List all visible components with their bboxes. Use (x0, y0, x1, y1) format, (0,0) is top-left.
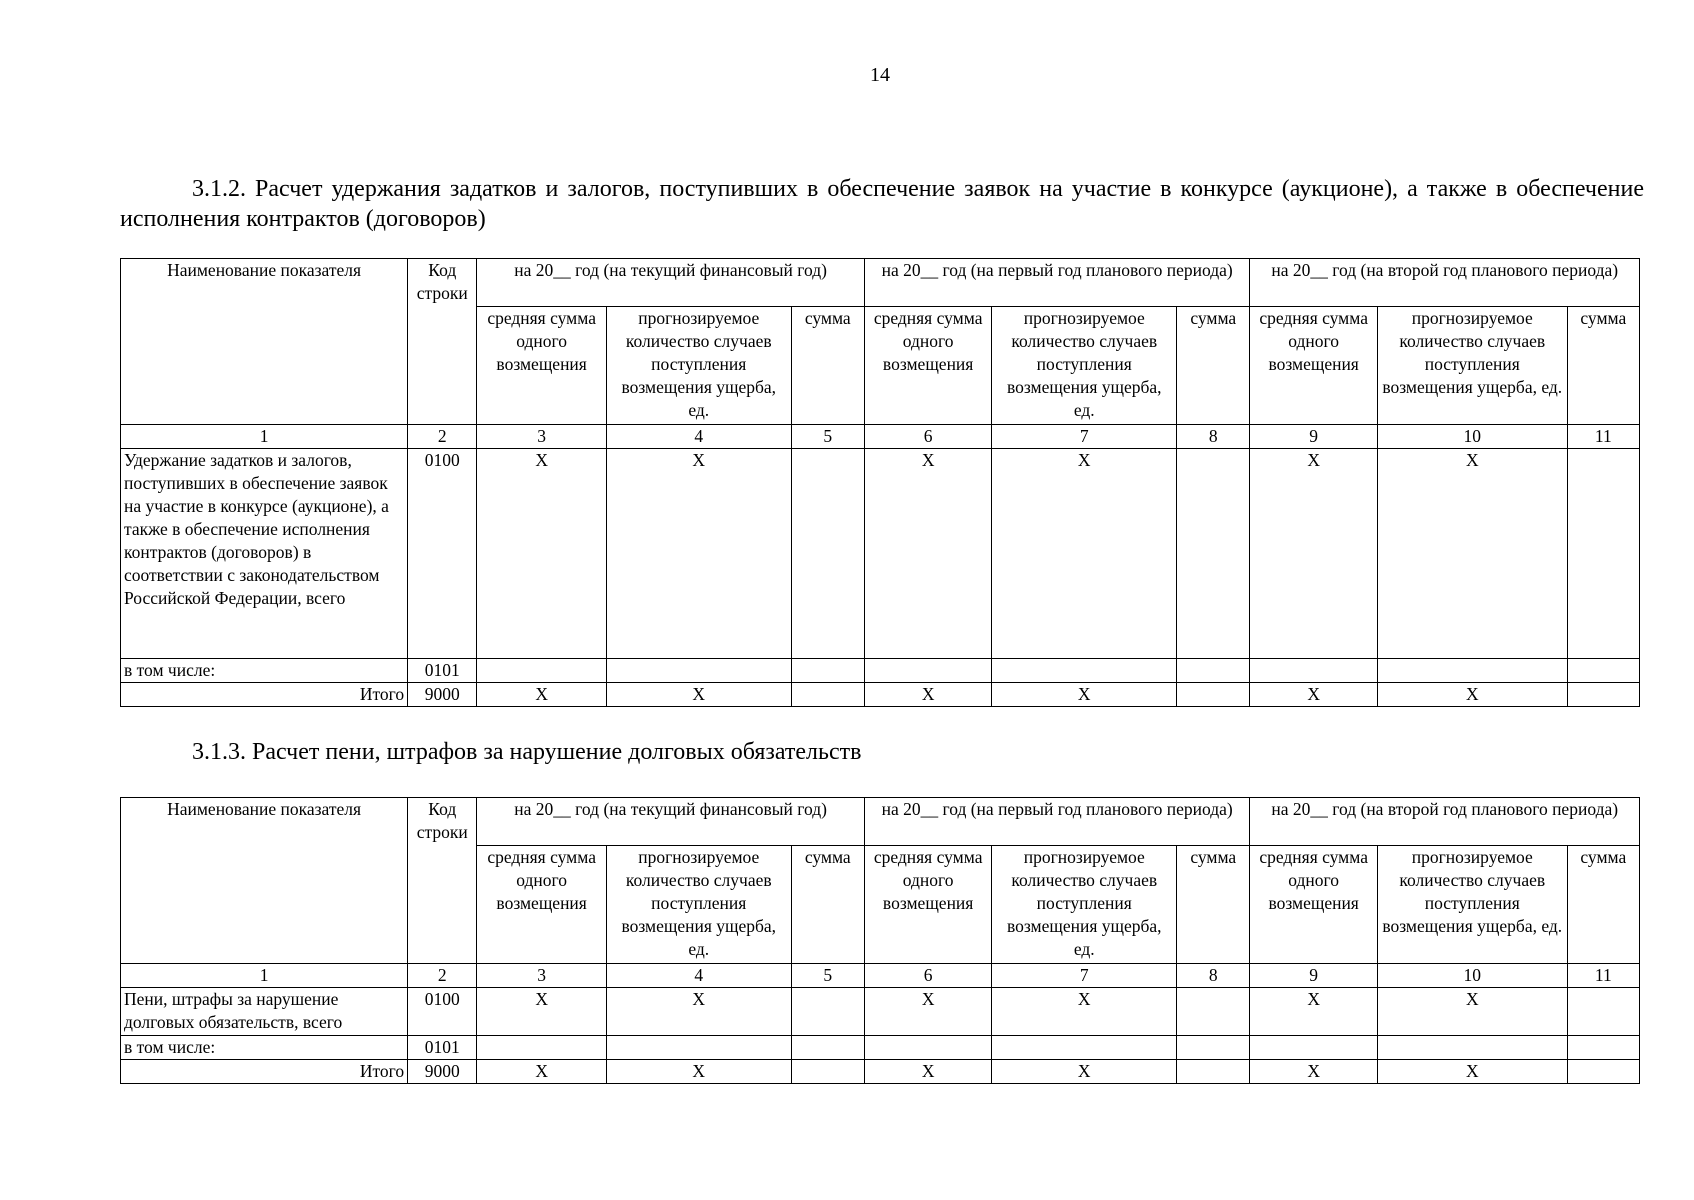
header-name: Наименование показателя (121, 259, 408, 425)
row-code: 0100 (408, 988, 477, 1036)
table-313 (120, 797, 1640, 1084)
row-code: 0101 (408, 1036, 477, 1060)
header-avg: средняя сумма одного возмещения (1250, 307, 1378, 425)
table-cell: X (864, 1060, 992, 1084)
row-code: 9000 (408, 1060, 477, 1084)
table-cell: X (1377, 988, 1567, 1036)
table-cell: X (992, 1060, 1177, 1084)
table-cell (791, 449, 864, 659)
table-cell (1177, 988, 1250, 1036)
col-number: 8 (1177, 425, 1250, 449)
table-cell: X (992, 449, 1177, 659)
row-name: Итого (121, 1060, 408, 1084)
table-cell: X (1377, 449, 1567, 659)
section-313-title: 3.1.3. Расчет пени, штрафов за нарушение долговых обязательств (192, 739, 862, 765)
row-code: 9000 (408, 683, 477, 707)
table-cell (791, 1036, 864, 1060)
table-cell: X (477, 683, 607, 707)
header-name: Наименование показателя (121, 798, 408, 964)
table-cell (1567, 1036, 1639, 1060)
table-cell (1177, 1036, 1250, 1060)
table-cell (1250, 659, 1378, 683)
col-number: 5 (791, 964, 864, 988)
header-sum: сумма (1567, 307, 1639, 425)
header-year-current: на 20__ год (на текущий финансовый год) (477, 798, 865, 846)
col-number: 1 (121, 425, 408, 449)
table-cell: X (1250, 1060, 1378, 1084)
table-cell: X (477, 449, 607, 659)
col-number: 10 (1377, 964, 1567, 988)
col-number: 5 (791, 425, 864, 449)
table-cell (477, 1036, 607, 1060)
table-cell: X (1377, 1060, 1567, 1084)
table-cell (606, 1036, 791, 1060)
page-number: 14 (870, 64, 890, 86)
table-cell: X (606, 988, 791, 1036)
table-312 (120, 258, 1640, 707)
header-avg: средняя сумма одного возмещения (477, 307, 607, 425)
table-cell (864, 659, 992, 683)
table-cell: X (606, 1060, 791, 1084)
table-cell: X (1250, 988, 1378, 1036)
header-count: прогнозируемое количество случаев поступления возмещения ущерба, ед. (606, 846, 791, 964)
col-number: 2 (408, 964, 477, 988)
table-cell: X (864, 449, 992, 659)
row-name: Удержание задатков и залогов, поступивших в обеспечение заявок на участие в конкурсе (аукционе), а также в обеспечение исполнения контрактов (договоров) в соответствии с законодательством Российской Федерации, всего (121, 449, 408, 659)
header-year-first: на 20__ год (на первый год планового периода) (864, 259, 1250, 307)
table-cell (1177, 1060, 1250, 1084)
header-avg: средняя сумма одного возмещения (864, 846, 992, 964)
row-name: Пени, штрафы за нарушение долговых обязательств, всего (121, 988, 408, 1036)
header-code: Код строки (408, 798, 477, 964)
table-cell (1177, 449, 1250, 659)
section-312-title: 3.1.2. Расчет удержания задатков и залогов, поступивших в обеспечение заявок на участие в конкурсе (аукционе), а также в обеспечение исполнения контрактов (договоров) (120, 176, 1644, 232)
table-cell (1377, 659, 1567, 683)
table-cell (606, 659, 791, 683)
col-number: 7 (992, 425, 1177, 449)
header-sum: сумма (1177, 307, 1250, 425)
table-cell: X (606, 449, 791, 659)
table-cell: X (606, 683, 791, 707)
table-cell (864, 1036, 992, 1060)
table-cell: X (477, 988, 607, 1036)
row-name: в том числе: (121, 659, 408, 683)
col-number: 10 (1377, 425, 1567, 449)
table-cell (791, 988, 864, 1036)
header-sum: сумма (791, 307, 864, 425)
table-cell (1177, 659, 1250, 683)
header-count: прогнозируемое количество случаев поступления возмещения ущерба, ед. (1377, 846, 1567, 964)
table-cell: X (864, 988, 992, 1036)
header-code: Код строки (408, 259, 477, 425)
table-cell (1567, 683, 1639, 707)
table-row (121, 988, 1640, 1036)
table-cell (992, 659, 1177, 683)
table-cell: X (1250, 449, 1378, 659)
table-cell (1177, 683, 1250, 707)
row-code: 0101 (408, 659, 477, 683)
table-cell (1250, 1036, 1378, 1060)
table-row (121, 659, 1640, 683)
table-cell (477, 659, 607, 683)
table-row (121, 683, 1640, 707)
table-cell (1567, 988, 1639, 1036)
table-cell (791, 683, 864, 707)
col-number: 6 (864, 964, 992, 988)
header-avg: средняя сумма одного возмещения (1250, 846, 1378, 964)
header-sum: сумма (1177, 846, 1250, 964)
row-name: в том числе: (121, 1036, 408, 1060)
header-avg: средняя сумма одного возмещения (864, 307, 992, 425)
header-year-second: на 20__ год (на второй год планового периода) (1250, 259, 1640, 307)
col-number: 3 (477, 425, 607, 449)
col-number: 6 (864, 425, 992, 449)
row-code: 0100 (408, 449, 477, 659)
row-name: Итого (121, 683, 408, 707)
col-number: 11 (1567, 964, 1639, 988)
table-cell (1567, 1060, 1639, 1084)
table-cell (1377, 1036, 1567, 1060)
col-number: 7 (992, 964, 1177, 988)
header-count: прогнозируемое количество случаев поступления возмещения ущерба, ед. (1377, 307, 1567, 425)
header-count: прогнозируемое количество случаев поступления возмещения ущерба, ед. (992, 846, 1177, 964)
col-number: 4 (606, 964, 791, 988)
table-cell (992, 1036, 1177, 1060)
table-row (121, 449, 1640, 659)
table-cell: X (992, 683, 1177, 707)
table-cell: X (992, 988, 1177, 1036)
table-row (121, 1060, 1640, 1084)
header-avg: средняя сумма одного возмещения (477, 846, 607, 964)
header-sum: сумма (791, 846, 864, 964)
table-cell: X (1377, 683, 1567, 707)
table-cell (1567, 659, 1639, 683)
table-cell (1567, 449, 1639, 659)
table-cell: X (864, 683, 992, 707)
col-number: 9 (1250, 425, 1378, 449)
header-year-current: на 20__ год (на текущий финансовый год) (477, 259, 865, 307)
col-number: 9 (1250, 964, 1378, 988)
col-number: 1 (121, 964, 408, 988)
header-year-first: на 20__ год (на первый год планового периода) (864, 798, 1250, 846)
header-count: прогнозируемое количество случаев поступления возмещения ущерба, ед. (992, 307, 1177, 425)
col-number: 3 (477, 964, 607, 988)
col-number: 4 (606, 425, 791, 449)
header-year-second: на 20__ год (на второй год планового периода) (1250, 798, 1640, 846)
table-row (121, 1036, 1640, 1060)
header-count: прогнозируемое количество случаев поступления возмещения ущерба, ед. (606, 307, 791, 425)
col-number: 8 (1177, 964, 1250, 988)
table-cell (791, 659, 864, 683)
table-cell: X (477, 1060, 607, 1084)
col-number: 11 (1567, 425, 1639, 449)
table-cell (791, 1060, 864, 1084)
col-number: 2 (408, 425, 477, 449)
table-cell: X (1250, 683, 1378, 707)
header-sum: сумма (1567, 846, 1639, 964)
